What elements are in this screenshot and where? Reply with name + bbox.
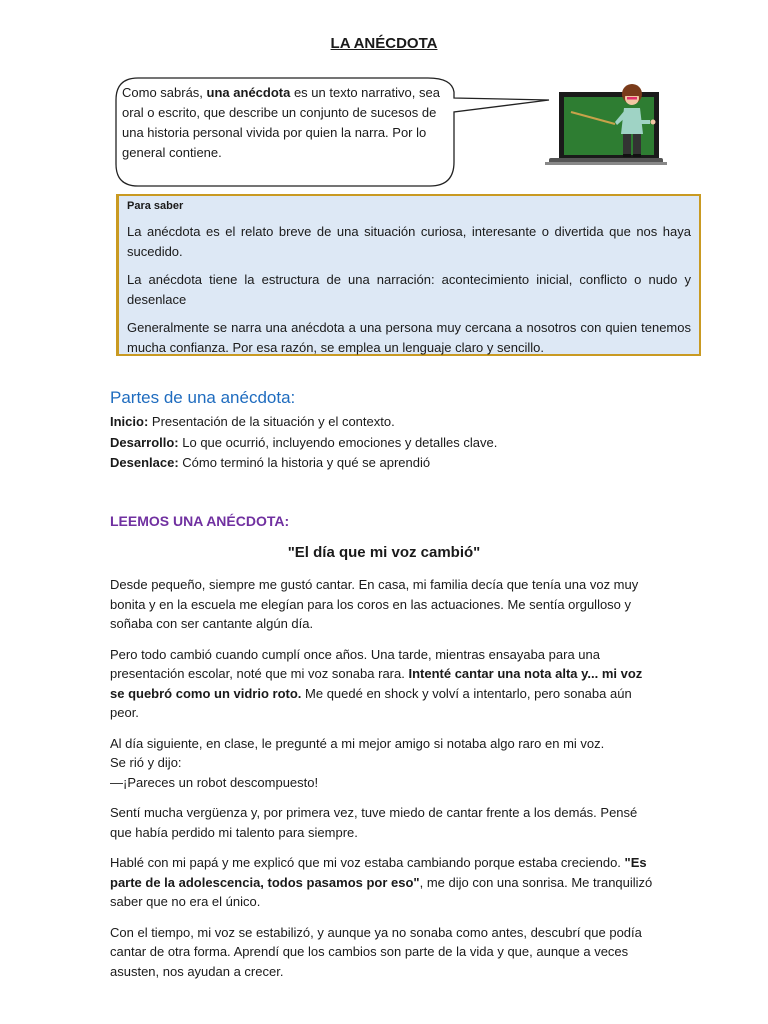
info-paragraph: La anécdota es el relato breve de una situación curiosa, interesante o divertida que nos haya sucedido. [127, 224, 691, 259]
story-paragraph: Pero todo cambió cuando cumplí once años. Una tarde, mientras ensayaba para una presentación escolar, noté que mi voz sonaba rara. Intenté cantar una nota alta y... mi voz se quebró como un vidrio roto. Me quedé en shock y volví a intentarlo, pero sonaba aún peor. [110, 646, 643, 720]
story-paragraph: Hablé con mi papá y me explicó que mi voz estaba cambiando porque estaba creciendo. "Es parte de la adolescencia, todos pasamos por eso", me dijo con una sonrisa. Me tranquilizó saber que no era el único. [110, 855, 653, 909]
list-item: Desenlace: Cómo terminó la historia y qué se aprendió [110, 455, 431, 470]
bubble-text: Como sabrás, una anécdota es un texto narrativo, sea oral o escrito, que describe un conjunto de sucesos de una historia personal vivida por quien la narra. Por lo general contiene. [122, 85, 440, 160]
list-item: Desarrollo: Lo que ocurrió, incluyendo emociones y detalles clave. [110, 434, 498, 450]
parts-heading: Partes de una anécdota: [110, 388, 296, 407]
info-heading: Para saber [127, 200, 184, 212]
story-paragraph: Al día siguiente, en clase, le pregunté a mi mejor amigo si notaba algo raro en mi voz. Se rió y dijo: —¡Pareces un robot descompuesto! [110, 735, 605, 790]
info-paragraph: La anécdota tiene la estructura de una narración: acontecimiento inicial, conflicto o nudo y desenlace [127, 272, 691, 307]
parts-list [110, 412, 497, 474]
info-box [116, 194, 701, 356]
teacher-at-chalkboard-icon [545, 72, 670, 172]
story-title: "El día que mi voz cambió" [287, 544, 481, 561]
list-item: Inicio: Presentación de la situación y el contexto. [110, 414, 395, 429]
story-paragraph: Sentí mucha vergüenza y, por primera vez, tuve miedo de cantar frente a los demás. Pensé que había perdido mi talento para siempre. [110, 805, 638, 840]
story-paragraph: Desde pequeño, siempre me gustó cantar. En casa, mi familia decía que tenía una voz muy bonita y en la escuela me elegían para los coros en las actuaciones. Me sentía orgulloso y soñaba con ser cantante algún día. [110, 577, 639, 631]
bubble-bold-term: una anécdota [206, 85, 291, 100]
reading-heading: LEEMOS UNA ANÉCDOTA: [110, 513, 290, 529]
info-paragraph: Generalmente se narra una anécdota a una persona muy cercana a nosotros con quien tenemos mucha confianza. Por esa razón, se emplea un lenguaje claro y sencillo. [127, 320, 691, 355]
story-body [110, 575, 658, 992]
story-paragraph: Con el tiempo, mi voz se estabilizó, y aunque ya no sonaba como antes, descubrí que podía cantar de otra forma. Aprendí que los cambios son parte de la vida y que, aunque a veces asusten, nos ayudan a crecer. [110, 924, 642, 979]
page-title: LA ANÉCDOTA [330, 35, 438, 52]
